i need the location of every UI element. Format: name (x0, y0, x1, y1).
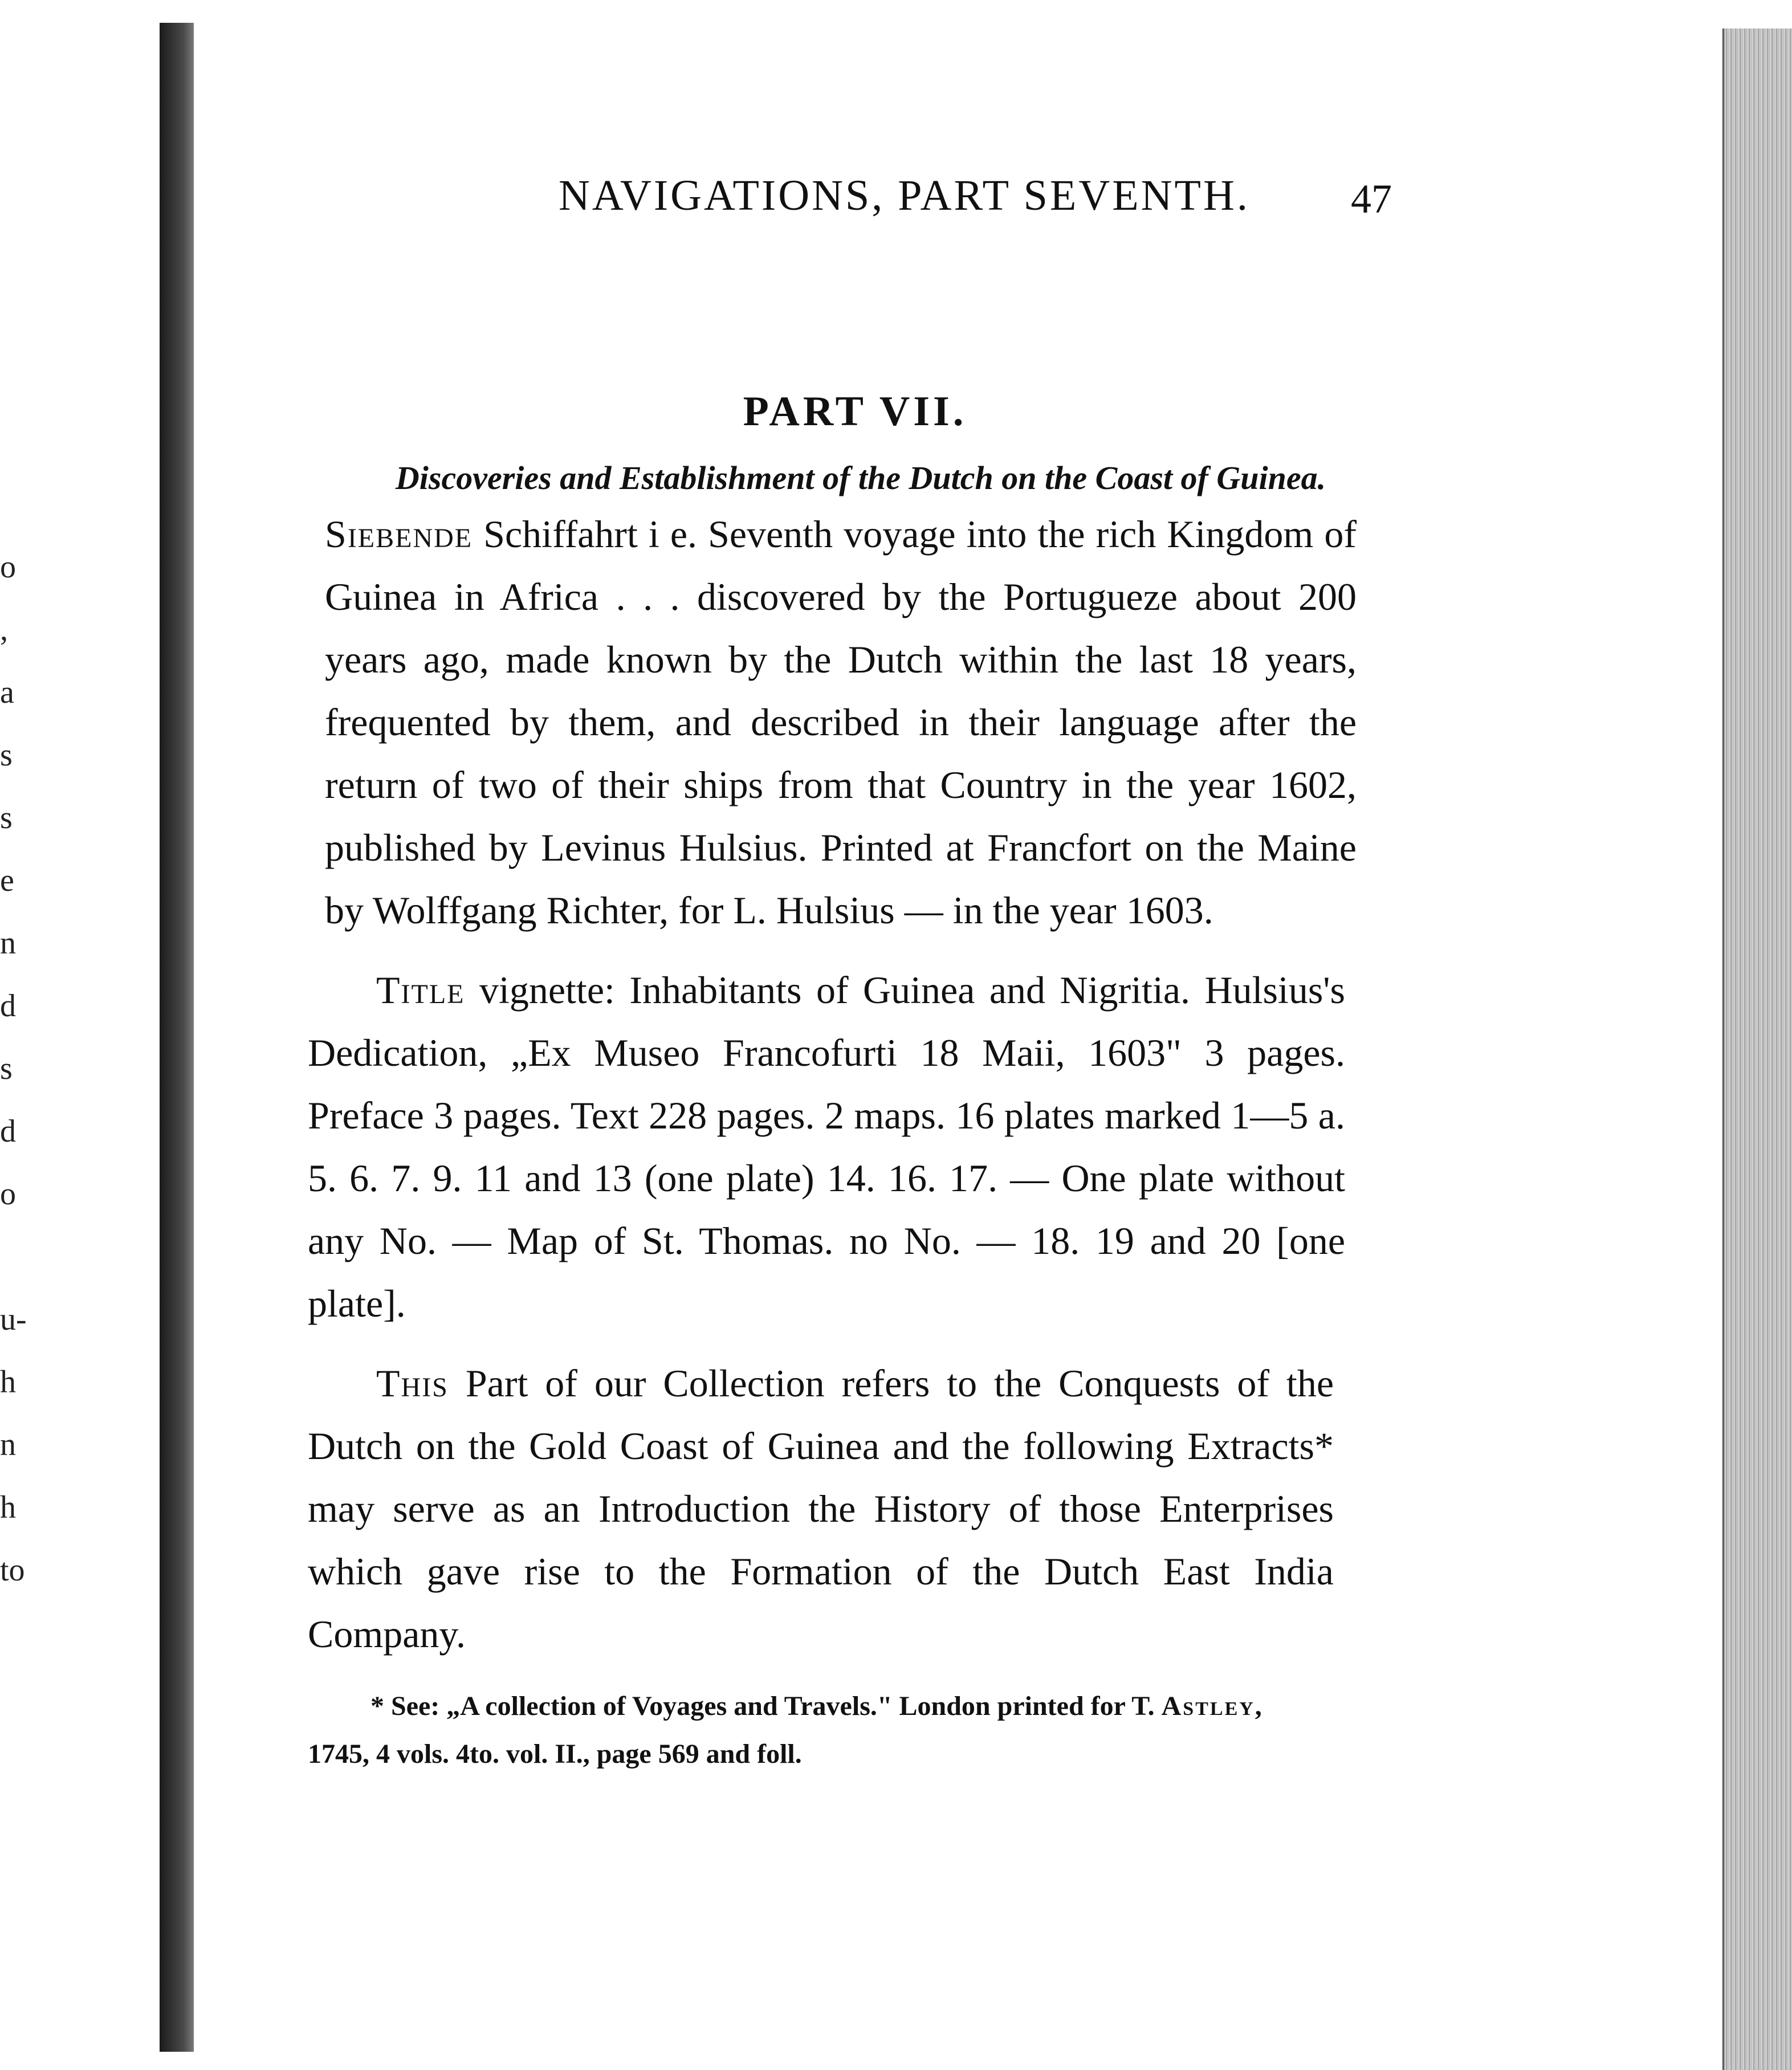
paragraph-lead-word: Title (376, 968, 465, 1012)
margin-fragment: s (0, 1051, 13, 1086)
part-subtitle: Discoveries and Establishment of the Dutch on the Coast of Guinea. (395, 459, 1326, 496)
margin-fragment: d (0, 1114, 16, 1149)
paragraph-text: Schiffahrt i e. Seventh voyage into the rich Kingdom of Guinea in Africa . . . discovered by the Portugueze about 200 years ago, made known by the Dutch within the last 18 years, frequented by them, and described in their language after the return of two of their ships from that Country in the year 1602, published by Levinus Hulsius. Printed at Francfort on the Maine by Wolffgang Richter, for L. Hulsius — in the year 1603. (325, 512, 1357, 932)
part-heading: PART VII. (743, 388, 967, 435)
page-number: 47 (1351, 176, 1392, 222)
paragraph-text: vignette: Inhabitants of Guinea and Nigritia. Hulsius's Dedication, „Ex Museo Francofurti 18 Maii, 1603" 3 pages. Preface 3 pages. Text 228 pages. 2 maps. 16 plates marked 1—5 a. 5. 6. 7. 9. 11 and 13 (one plate) 14. 16. 17. — One plate without any No. — Map of St. Thomas. no No. — 18. 19 and 20 [one plate]. (308, 968, 1346, 1325)
page-content (308, 148, 1392, 1778)
margin-fragment: , (0, 612, 8, 647)
paragraph-collation (308, 959, 1379, 1335)
margin-fragment: to (0, 1552, 25, 1588)
margin-fragment: h (0, 1364, 16, 1400)
margin-fragment: d (0, 988, 16, 1024)
running-header (308, 148, 1392, 222)
paragraph-title-description (308, 503, 1379, 942)
paragraph-lead-word: Siebende (325, 512, 473, 556)
margin-fragment: o (0, 549, 16, 585)
margin-fragment: u- (0, 1302, 27, 1337)
margin-fragment (0, 1225, 23, 1288)
paragraph-introduction (308, 1352, 1379, 1665)
margin-fragment: e (0, 863, 14, 898)
margin-fragment: n (0, 926, 16, 961)
footnote-author: Astley, (1161, 1691, 1264, 1721)
paragraph-lead-word: This (376, 1362, 449, 1405)
margin-fragment: o (0, 1176, 16, 1212)
footnote (308, 1682, 1379, 1778)
running-title: NAVIGATIONS, PART SEVENTH. (559, 172, 1250, 219)
footnote-text: * See: „A collection of Voyages and Travels." London printed for T. (370, 1691, 1155, 1721)
binding-gutter-shadow (160, 23, 194, 2052)
left-page-edge (0, 0, 160, 2070)
footnote-line-2: 1745, 4 vols. 4to. vol. II., page 569 and foll. (308, 1739, 802, 1769)
book-edge-texture (1724, 28, 1792, 2070)
footnote-line-1 (308, 1682, 1334, 1730)
facing-page-letter-fragments (0, 536, 27, 1602)
margin-fragment: h (0, 1490, 16, 1525)
margin-fragment: s (0, 737, 13, 773)
margin-fragment: n (0, 1427, 16, 1462)
paragraph-text: Part of our Collection refers to the Conquests of the Dutch on the Gold Coast of Guinea and the following Extracts* may serve as an Introduction the History of those Enterprises which gave rise to the Formation of the Dutch East India Company. (308, 1362, 1334, 1656)
margin-fragment: s (0, 800, 13, 836)
margin-fragment: a (0, 675, 14, 710)
